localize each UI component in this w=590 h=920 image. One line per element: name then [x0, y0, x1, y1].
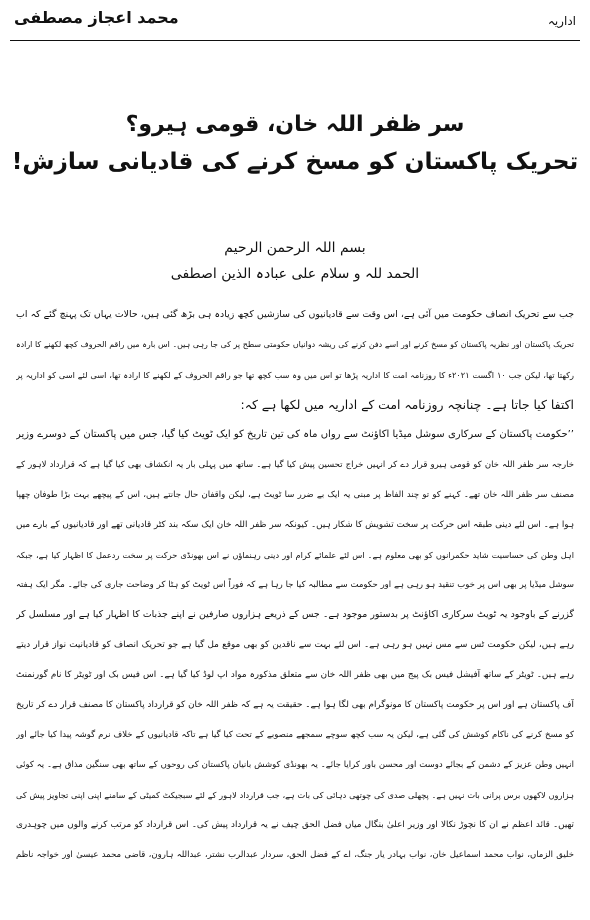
article-headline: تحریک پاکستان کو مسخ کرنے کی قادیانی سازش!	[11, 148, 579, 175]
body-line: مصنف سر ظفر اللہ خان تھے۔ کہنے کو تو چند الفاظ پر مبنی یہ ایک بے ضرر سا ٹویٹ ہے، لیکن واقفان حال جانتے ہیں، اس کے پیچھے بہت بڑا طوفان چھپا	[16, 490, 574, 500]
body-line: اہل وطن کی حساسیت شاید حکمرانوں کو بھی معلوم ہے۔ اس لئے علمائے کرام اور دینی رہنماؤں نے اس بھونڈی حرکت پر سخت ردعمل کا اظہار کیا ہے، جبکہ	[16, 550, 574, 560]
author-name: محمد اعجاز مصطفی	[14, 8, 179, 27]
body-line: اکتفا کیا جاتا ہے۔ چنانچہ روزنامہ امت کے اداریہ میں لکھا ہے کہ:	[240, 397, 574, 412]
body-line: جب سے تحریک انصاف حکومت میں آئی ہے، اس وقت سے قادیانیوں کی سازشیں کچھ زیادہ ہی بڑھ گئی ہیں، حالات یہاں تک پہنچ گئے کہ اب	[16, 309, 574, 320]
body-line: خلیق الزماں، نواب محمد اسماعیل خان، نواب بہادر یار جنگ، اے کے فضل الحق، سردار عبدالرب نشتر، عبداللہ ہارون، قاضی محمد عیسیٰ اور خواجہ ناظم	[16, 850, 574, 860]
body-line: تھیں۔ قائد اعظم نے ان کا نچوڑ نکالا اور وزیر اعلیٰ بنگال میاں فضل الحق چیف نے یہ قرارداد پیش کی۔ اس قرارداد کو مرتب کرنے والوں میں چوہدری	[16, 820, 574, 830]
bismillah: بسم اللہ الرحمن الرحیم	[224, 240, 366, 256]
body-line: ’’حکومت پاکستان کے سرکاری سوشل میڈیا اکاؤنٹ سے رواں ماہ کی تین تاریخ کو ایک ٹویٹ کیا گیا، جس میں پاکستان کے دوسرے وزیر	[16, 429, 574, 440]
section-label: اداریہ	[547, 14, 576, 28]
body-line: تحریک پاکستان اور نظریہ پاکستان کو مسخ کرنے اور اسے دفن کرنے کی ریشہ دوانیاں حکومتی سطح پر کی جا رہی ہیں۔ اس بارہ میں راقم الحروف کچھ لکھنے کا ارادہ	[16, 340, 574, 349]
body-line: گزرنے کے باوجود یہ ٹویٹ سرکاری اکاؤنٹ پر بدستور موجود ہے۔ جس کے ذریعے ہزاروں صارفین نے اپنے جذبات کا اظہار کیا ہے اور مسلسل کر	[16, 609, 574, 620]
body-line: سوشل میڈیا پر بھی اس پر خوب تنقید ہو رہی ہے اور حکومت سے مطالبہ کیا جا رہا ہے کہ فوراً اس ٹویٹ کو ہٹا کر وضاحت جاری کی جائے۔ مگر ایک ہفتہ	[16, 580, 574, 590]
page-header	[14, 6, 576, 38]
body-line: ہوا ہے۔ اس لئے دینی طبقہ اس حرکت پر سخت تشویش کا شکار ہیں۔ کیونکہ سر ظفر اللہ خان ایک سکہ بند کٹر قادیانی تھے اور قادیانیوں کے بارے میں	[16, 520, 574, 530]
body-line: رہے ہیں۔ ٹویٹر کے ساتھ آفیشل فیس بک پیج میں بھی ظفر اللہ خان سے متعلق مذکورہ مواد اپ لوڈ کیا گیا ہے۔ اس فیس بک اور ٹویٹر کا نام گورنمنٹ	[16, 670, 574, 680]
body-line: آف پاکستان ہے اور اس پر حکومت پاکستان کا مونوگرام بھی لگا ہوا ہے۔ حقیقت یہ ہے کہ ظفر اللہ خان کو قرارداد پاکستان کا مصنف قرار دے کر تاریخ	[16, 700, 574, 710]
body-line: رکھتا تھا، لیکن جب ۱۰ اگست ۲۰۲۱ء کا روزنامہ امت کا اداریہ پڑھا تو اس میں وہ سب کچھ تھا جو راقم الحروف کے لکھنے کا ارادہ تھا، اسی لئے اسی کو اداریہ پر	[16, 370, 574, 380]
body-line: خارجہ سر ظفر اللہ خان کو قومی ہیرو قرار دے کر انہیں خراج تحسین پیش کیا گیا ہے۔ ساتھ میں پہلی بار یہ انکشاف بھی کیا گیا ہے کہ قرارداد لاہور کے	[16, 460, 574, 470]
article-body	[16, 300, 574, 870]
body-line: ہزاروں لاکھوں برس پرانی بات نہیں ہے۔ پچھلی صدی کی چوتھی دہائی کی بات ہے، جب قرارداد لاہور کے لئے سبجیکٹ کمیٹی کے سامنے اپنی اپنی تجاویز پیش کی	[16, 790, 574, 800]
body-line: انہیں وطن عزیز کے دشمن کے بجائے دوست اور محسن باور کرایا جائے۔ یہ بھونڈی کوشش بانیان پاکستان کی روحوں کے ساتھ بھی سنگین مذاق ہے۔ یہ کوئی	[16, 760, 574, 770]
salutation: الحمد للہ و سلام علی عبادہ الذین اصطفی	[170, 266, 420, 282]
body-line: رہے ہیں، لیکن حکومت ٹس سے مس نہیں ہو رہی ہے۔ اس لئے بہت سے ناقدین کو بھی موقع مل گیا ہے جو تحریک انصاف کو قادیانیت نواز قرار دیتے	[16, 640, 574, 650]
header-divider	[10, 40, 580, 41]
body-line: کو مسخ کرنے کی ناکام کوشش کی گئی ہے، لیکن یہ سب کچھ سوچے سمجھے منصوبے کے تحت کیا گیا ہے تاکہ قادیانیوں کے خلاف نرم گوشہ پیدا کیا جائے اور	[16, 730, 574, 740]
article-kicker: سر ظفر اللہ خان، قومی ہیرو؟	[125, 112, 465, 137]
